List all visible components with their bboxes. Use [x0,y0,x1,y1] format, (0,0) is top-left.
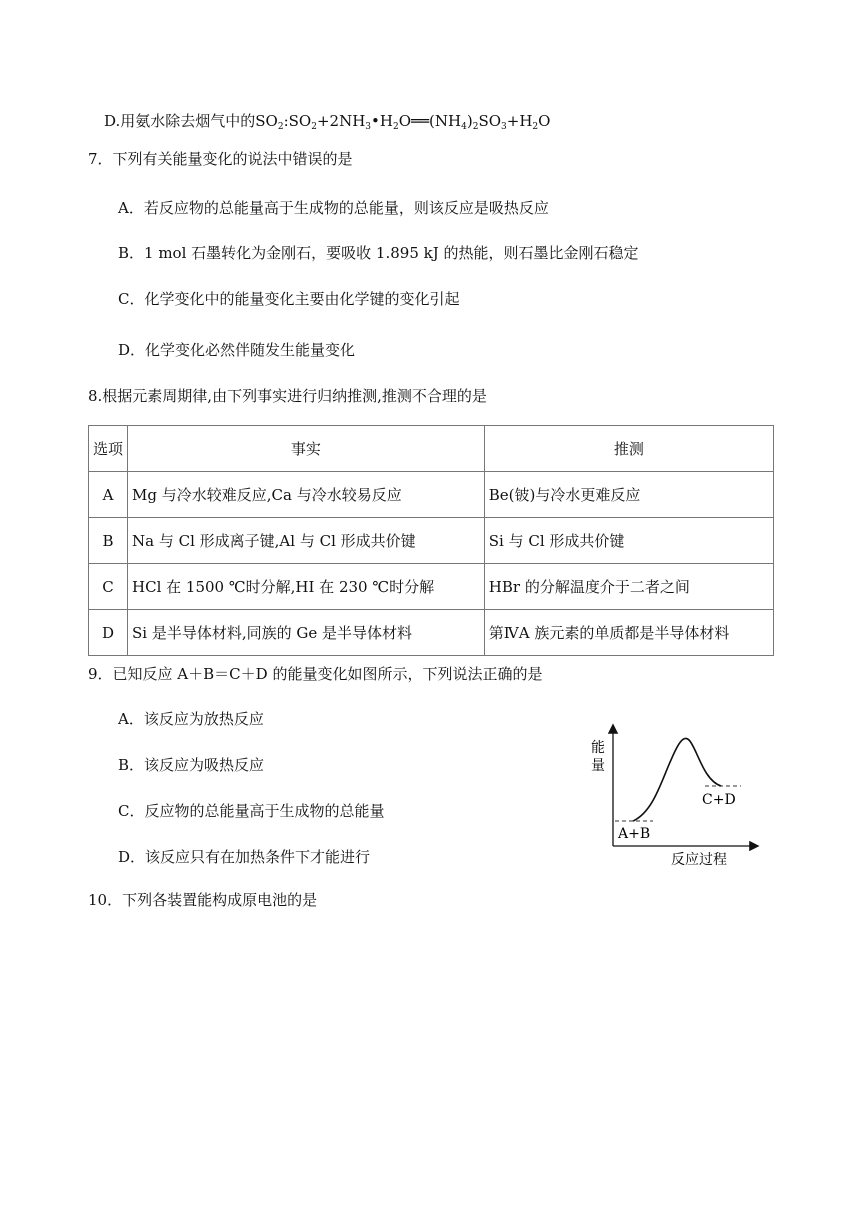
row-fact: Si 是半导体材料,同族的 Ge 是半导体材料 [128,610,485,656]
row-inference: HBr 的分解温度介于二者之间 [484,564,773,610]
q6-option-d [104,110,550,138]
row-fact: HCl 在 1500 ℃时分解,HI 在 230 ℃时分解 [128,564,485,610]
q8-table [88,425,774,656]
subscript: 3 [501,122,507,132]
row-fact: Na 与 Cl 形成离子键,Al 与 Cl 形成共价键 [128,518,485,564]
q9-stem: 9．已知反应 A＋B＝C＋D 的能量变化如图所示，下列说法正确的是 [88,665,543,683]
formula-part: ) [466,112,473,130]
formula-part: O [538,112,551,130]
y-label-2: 量 [591,758,605,774]
row-label: D [89,610,128,656]
subscript: 4 [461,122,467,132]
formula-part: +H [506,112,533,130]
subscript: 3 [365,122,372,132]
q8-stem: 8.根据元素周期律,由下列事实进行归纳推测,推测不合理的是 [88,387,487,405]
q9-option-a: A．该反应为放热反应 [118,710,264,728]
q7-option-a: A．若反应物的总能量高于生成物的总能量，则该反应是吸热反应 [118,199,549,217]
q7-stem: 7．下列有关能量变化的说法中错误的是 [88,150,353,168]
row-inference: Si 与 Cl 形成共价键 [484,518,773,564]
q7-option-d: D．化学变化必然伴随发生能量变化 [118,341,356,359]
x-label: 反应过程 [671,852,727,868]
subscript: 2 [472,122,479,132]
table-row [89,564,774,610]
table-header-row [89,426,774,472]
subscript: 2 [392,122,399,132]
row-inference: 第ⅣA 族元素的单质都是半导体材料 [484,610,773,656]
header-option: 选项 [89,426,128,472]
reactants-label: A+B [618,826,651,842]
formula-part: :SO [283,112,312,130]
q9-option-d: D．该反应只有在加热条件下才能进行 [118,848,371,866]
q9-option-c: C．反应物的总能量高于生成物的总能量 [118,802,385,820]
header-fact: 事实 [128,426,485,472]
q9-option-b: B．该反应为吸热反应 [118,756,265,774]
table-row [89,472,774,518]
subscript: 2 [277,122,284,132]
subscript: 2 [311,122,317,132]
q7-option-c: C．化学变化中的能量变化主要由化学键的变化引起 [118,290,460,308]
energy-curve [633,738,721,821]
row-fact: Mg 与冷水较难反应,Ca 与冷水较易反应 [128,472,485,518]
q7-option-b: B．1 mol 石墨转化为金刚石，要吸收 1.895 kJ 的热能，则石墨比金刚石稳定 [118,244,639,262]
formula-part: O══(NH [398,112,462,130]
table-row [89,610,774,656]
row-inference: Be(铍)与冷水更难反应 [484,472,773,518]
formula-part: •H [371,112,393,130]
y-label-1: 能 [591,740,605,756]
products-label: C+D [702,792,736,808]
row-label: A [89,472,128,518]
row-label: B [89,518,128,564]
header-inference: 推测 [484,426,773,472]
subscript: 2 [532,122,539,132]
formula-part: SO [478,112,502,130]
row-label: C [89,564,128,610]
q6-option-d-text: D.用氨水除去烟气中的SO [104,112,278,130]
formula-part: +2NH [316,112,366,130]
table-row [89,518,774,564]
q10-stem: 10．下列各装置能构成原电池的是 [88,891,318,909]
energy-diagram [585,722,765,872]
